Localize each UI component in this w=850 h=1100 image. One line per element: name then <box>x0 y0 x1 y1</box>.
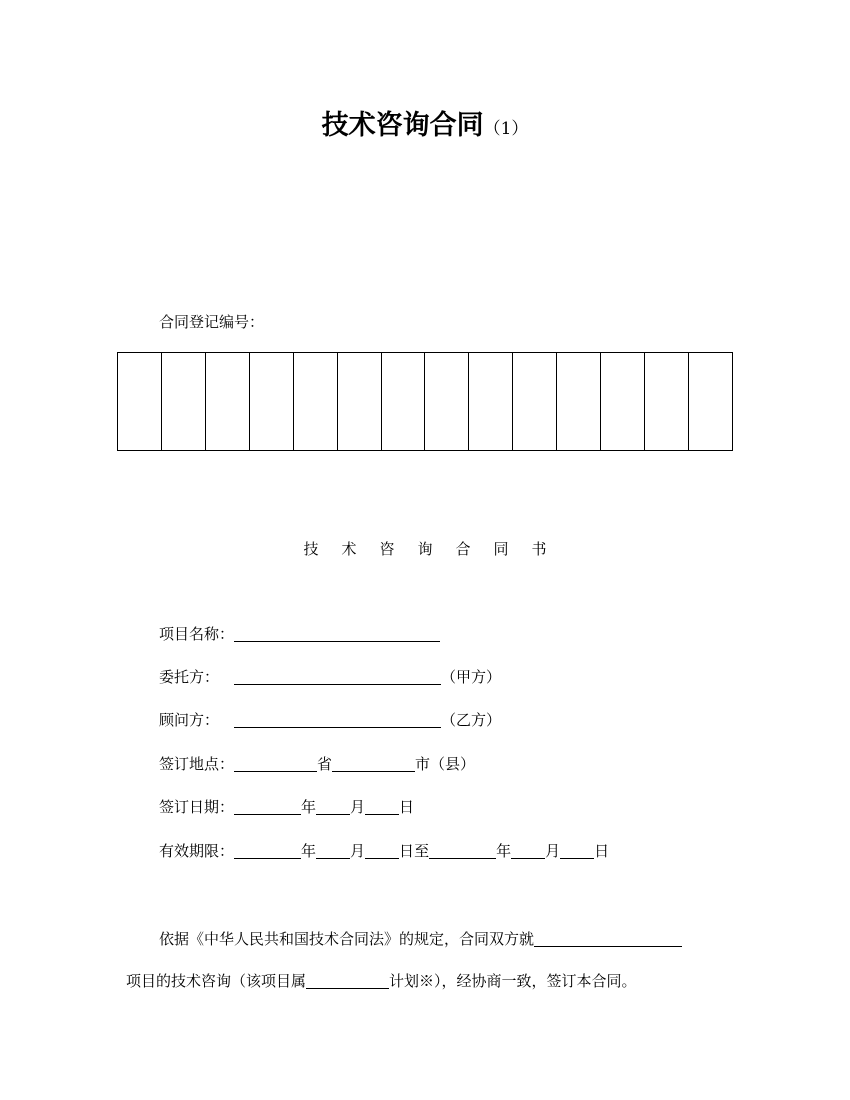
body-line2-end: 计划※），经协商一致，签订本合同。 <box>389 972 637 990</box>
registration-digit-box[interactable] <box>689 353 732 450</box>
project-name-row <box>159 624 440 644</box>
validity-end-month-blank[interactable] <box>511 842 545 859</box>
city-blank[interactable] <box>332 755 415 772</box>
validity-end-month-text: 月 <box>545 842 561 860</box>
client-label: 委托方： <box>159 668 220 686</box>
validity-label: 有效期限： <box>159 842 235 860</box>
signing-month-blank[interactable] <box>316 798 350 815</box>
document-title <box>0 103 850 142</box>
body-paragraph-line1 <box>159 929 682 949</box>
project-topic-blank[interactable] <box>534 930 682 947</box>
signing-day-text: 日 <box>399 798 415 816</box>
validity-end-year-blank[interactable] <box>429 842 496 859</box>
project-name-label: 项目名称： <box>159 625 235 643</box>
signing-date-row <box>159 797 414 817</box>
registration-digit-box[interactable] <box>250 353 294 450</box>
registration-number-label: 合同登记编号： <box>159 313 265 331</box>
registration-digit-box[interactable] <box>645 353 689 450</box>
registration-digit-box[interactable] <box>601 353 645 450</box>
signing-date-label: 签订日期： <box>159 798 235 816</box>
client-blank[interactable] <box>234 668 441 685</box>
signing-month-text: 月 <box>350 798 366 816</box>
city-text: 市（县） <box>415 755 476 773</box>
body-line1-text: 依据《中华人民共和国技术合同法》的规定，合同双方就 <box>159 930 535 948</box>
document-subtitle: 技术咨询合同书 <box>303 540 570 558</box>
registration-digit-box[interactable] <box>162 353 206 450</box>
validity-start-month-blank[interactable] <box>316 842 350 859</box>
signing-place-row <box>159 754 475 774</box>
signing-place-label: 签订地点： <box>159 755 235 773</box>
title-number: （1） <box>483 119 529 139</box>
validity-row <box>159 841 609 861</box>
registration-digit-box[interactable] <box>118 353 162 450</box>
validity-end-day-blank[interactable] <box>560 842 594 859</box>
registration-number-boxes <box>117 352 733 451</box>
client-row <box>159 667 501 687</box>
signing-day-blank[interactable] <box>365 798 399 815</box>
registration-digit-box[interactable] <box>338 353 382 450</box>
registration-digit-box[interactable] <box>469 353 513 450</box>
province-blank[interactable] <box>234 755 317 772</box>
validity-end-year-text: 年 <box>496 842 512 860</box>
province-text: 省 <box>317 755 333 773</box>
validity-start-year-text: 年 <box>301 842 317 860</box>
registration-digit-box[interactable] <box>382 353 426 450</box>
validity-to-text: 至 <box>414 842 430 860</box>
registration-digit-box[interactable] <box>294 353 338 450</box>
body-paragraph-line2 <box>126 971 637 991</box>
plan-name-blank[interactable] <box>306 972 389 989</box>
body-line2-start: 项目的技术咨询（该项目属 <box>126 972 307 990</box>
validity-end-day-text: 日 <box>594 842 610 860</box>
registration-digit-box[interactable] <box>206 353 250 450</box>
consultant-blank[interactable] <box>234 711 441 728</box>
signing-year-text: 年 <box>301 798 317 816</box>
consultant-row <box>159 710 501 730</box>
validity-start-year-blank[interactable] <box>234 842 301 859</box>
registration-digit-box[interactable] <box>557 353 601 450</box>
project-name-blank[interactable] <box>234 625 440 642</box>
title-main: 技术咨询合同 <box>321 110 484 141</box>
validity-start-month-text: 月 <box>350 842 366 860</box>
registration-digit-box[interactable] <box>513 353 557 450</box>
registration-digit-box[interactable] <box>425 353 469 450</box>
validity-start-day-text: 日 <box>399 842 415 860</box>
client-suffix: （甲方） <box>441 668 502 686</box>
consultant-suffix: （乙方） <box>441 711 502 729</box>
signing-year-blank[interactable] <box>234 798 301 815</box>
consultant-label: 顾问方： <box>159 711 220 729</box>
validity-start-day-blank[interactable] <box>365 842 399 859</box>
